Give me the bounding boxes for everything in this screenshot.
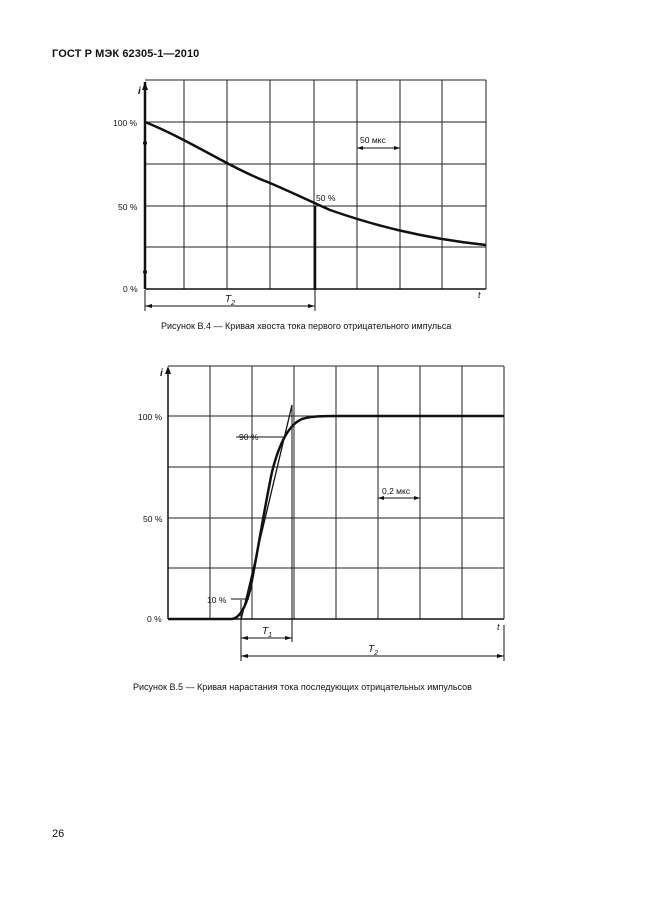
figure-b5-scale-arrow-right (414, 496, 420, 500)
figure-b5-scale-label: 0,2 мкс (382, 486, 411, 496)
figure-b5-y-tick-100: 100 % (138, 412, 163, 422)
figure-b4-interval-label: $T_2$ (225, 294, 236, 307)
figure-b5-interval2-label: $T_2$ (368, 644, 379, 657)
figure-b5-y-tick-50: 50 % (143, 514, 163, 524)
figure-b4-y-tick-0: 0 % (123, 284, 138, 294)
figure-b4-scale-label: 50 мкс (360, 135, 386, 145)
figure-b4-y-axis-label: i (138, 86, 141, 97)
figure-b5-interval1-label: $T_1$ (262, 626, 273, 639)
figure-b5-y-axis-label: i (160, 368, 163, 379)
figure-b5-label-90: 90 % (239, 432, 259, 442)
figure-b5-x-axis-label: t (497, 622, 500, 632)
figure-b4-y-tick-50: 50 % (118, 202, 138, 212)
figure-b5-label-10: 10 % (207, 595, 227, 605)
figure-b4-point-label: 50 % (316, 193, 336, 203)
figure-b5-scale-arrow-left (378, 496, 384, 500)
figure-b5-interval1-arrow-left (241, 636, 248, 640)
figure-b4-caption: Рисунок B.4 — Кривая хвоста тока первого отрицательного импульса (161, 321, 452, 331)
figure-b5-y-axis-arrow (165, 366, 171, 374)
figure-b5-y-tick-0: 0 % (147, 614, 162, 624)
figure-b5-caption: Рисунок B.5 — Кривая нарастания тока последующих отрицательных импульсов (133, 682, 472, 692)
figure-b4-x-axis-label: t (478, 290, 481, 300)
page-number: 26 (52, 828, 65, 840)
figure-b5-interval1-arrow-right (285, 636, 292, 640)
figure-b5-grid (168, 366, 504, 619)
figure-b5-interval2-arrow-left (241, 654, 248, 658)
figure-b4-y-tick-100: 100 % (113, 118, 138, 128)
figure-b5-interval2-arrow-right (497, 654, 504, 658)
document-header: ГОСТ Р МЭК 62305-1—2010 (52, 48, 200, 60)
